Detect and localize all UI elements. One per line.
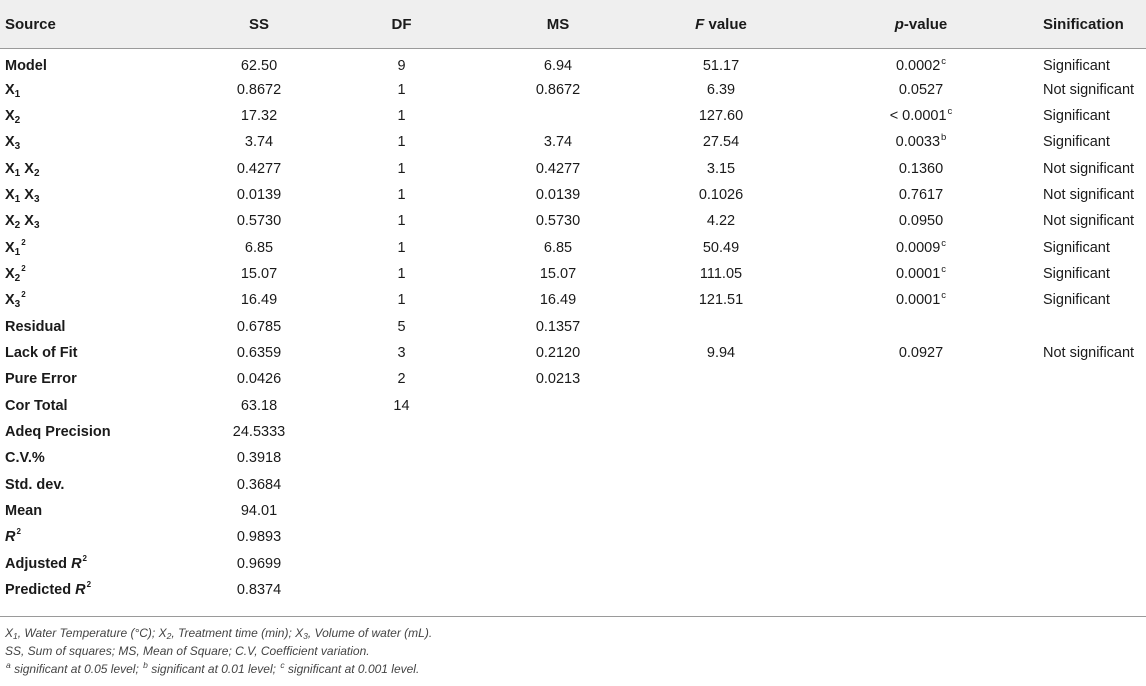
cell-df: 2 [397,371,406,388]
cell-f-value: 0.1026 [698,186,744,203]
p-value-text: < 0.0001 [889,107,947,124]
cell-ss: 6.85 [244,239,274,256]
cell-signification: Not significant [1043,160,1135,177]
cell-source [0,103,192,129]
table-row [0,577,1146,603]
footnote-a-text: significant at 0.05 level; [10,662,143,676]
cell-f-value [639,313,803,339]
header-ms: MS [546,15,570,33]
cell-ss: 0.0426 [236,371,282,388]
table-row [0,340,1146,366]
cell-p-value [803,155,1039,181]
cell-p-value [803,234,1039,260]
source-superscript: 2 [21,290,26,300]
cell-f-value: 111.05 [699,265,743,282]
table-row [0,313,1146,339]
cell-df: 5 [397,318,406,335]
cell-p-value [803,551,1039,577]
source-italic: R [71,555,82,572]
cell-f-value [639,524,803,550]
source-superscript: 2 [86,580,92,590]
cell-signification: Significant [1043,57,1110,74]
header-df: DF [391,15,412,33]
table-row [0,208,1146,234]
p-value-superscript: c [941,237,947,249]
cell-ms: 15.07 [539,265,577,282]
cell-f-value [639,577,803,603]
cell-p-value [803,313,1039,339]
cell-ms [477,524,639,550]
cell-ms: 3.74 [543,134,573,151]
cell-source [0,287,192,313]
cell-f-value: 6.39 [706,81,736,98]
cell-ms [477,498,639,524]
table-row [0,392,1146,418]
source-subscript: 1 [14,246,21,258]
source-text: Cor Total [5,397,68,414]
cell-source [0,129,192,155]
cell-signification: Not significant [1043,344,1135,361]
cell-df: 1 [397,134,406,151]
footnote-b-text: significant at 0.01 level; [147,662,280,676]
cell-f-value [639,472,803,498]
cell-p-value [803,392,1039,418]
footnote-x3-text: , Volume of water (mL). [307,626,433,640]
cell-ms [477,419,639,445]
cell-source [0,551,192,577]
table-row [0,419,1146,445]
cell-ss: 63.18 [240,397,278,414]
source-text: Pure Error [5,371,77,388]
cell-df: 1 [397,160,406,177]
cell-signification: Significant [1043,239,1110,256]
cell-ms: 16.49 [539,292,577,309]
footnote-abbreviations: SS, Sum of squares; MS, Mean of Square; C.V, Coefficient variation. [5,644,370,658]
source-text: X [5,160,15,177]
source-superscript: 2 [16,527,21,537]
cell-p-value [803,182,1039,208]
footnote-variables [5,624,1135,642]
footnote-x1-sub: 1 [13,631,18,641]
cell-p-value [803,287,1039,313]
table-bottom-rule [0,616,1146,617]
p-value-superscript: c [941,263,947,275]
cell-signification: Significant [1043,134,1110,151]
source-text: X [5,186,15,203]
header-ss: SS [248,15,269,33]
source-subscript-2: 3 [33,193,40,205]
p-value-text: 0.0950 [898,213,944,230]
p-value-text: 0.1360 [898,160,944,177]
cell-source [0,50,192,76]
footnote-mark-b: b [143,660,148,670]
cell-source [0,261,192,287]
p-value-superscript: c [947,105,953,117]
source-text: X [5,292,15,309]
cell-signification [1039,419,1146,445]
cell-ms: 0.4277 [535,160,581,177]
cell-source [0,392,192,418]
cell-ms: 0.8672 [535,81,581,98]
source-text: X [5,134,15,151]
source-subscript: 2 [14,272,21,284]
footnote-x1: X [5,626,14,640]
cell-signification [1039,472,1146,498]
cell-f-value: 51.17 [702,57,740,74]
cell-signification: Not significant [1043,186,1135,203]
source-text: Predicted [5,582,76,599]
header-p-italic: p [894,15,904,33]
source-text: Std. dev. [5,476,65,493]
cell-p-value [803,445,1039,471]
cell-df: 1 [397,265,406,282]
cell-df [326,524,477,550]
source-text-2: X [20,186,34,203]
cell-p-value [803,366,1039,392]
cell-f-value [639,445,803,471]
cell-source [0,445,192,471]
source-subscript-2: 2 [33,167,40,179]
source-text: X [5,239,15,256]
source-subscript: 1 [14,167,21,179]
p-value-text: 0.0927 [898,344,944,361]
table-row [0,155,1146,181]
cell-source [0,419,192,445]
header-signification: Sinification [1043,15,1124,33]
p-value-superscript: c [941,290,947,302]
cell-f-value: 127.60 [698,107,744,124]
cell-df: 1 [397,292,406,309]
cell-ms: 6.85 [543,239,573,256]
table-header [0,0,1146,50]
table-footnotes [5,624,1135,678]
source-text: Adjusted [5,555,72,572]
cell-signification: Significant [1043,292,1110,309]
source-subscript: 3 [14,141,21,153]
cell-ss: 0.4277 [236,160,282,177]
source-text-2: X [20,160,34,177]
cell-source [0,577,192,603]
cell-p-value [803,498,1039,524]
table-row [0,234,1146,260]
cell-signification [1039,445,1146,471]
header-row [0,0,1146,50]
cell-ms: 0.1357 [535,318,581,335]
source-text: Mean [5,503,43,520]
cell-df [326,419,477,445]
footnote-mark-a: a [6,660,11,670]
cell-f-value [639,551,803,577]
cell-ss: 0.6785 [236,318,282,335]
cell-ms [477,103,639,129]
header-source: Source [5,15,56,33]
source-text: Lack of Fit [5,344,78,361]
cell-p-value [803,50,1039,76]
source-text: X [5,265,15,282]
cell-ss: 0.0139 [236,186,282,203]
p-value-superscript: b [941,132,947,144]
footnote-x2-sub: 2 [166,631,172,641]
cell-p-value [803,524,1039,550]
table-row [0,261,1146,287]
cell-source [0,340,192,366]
p-value-text: 0.0002 [895,57,941,74]
cell-signification [1039,524,1146,550]
footnote-x3: X [295,626,304,640]
cell-signification: Not significant [1043,81,1135,98]
cell-signification [1039,551,1146,577]
footnote-significance [5,660,1135,678]
cell-ms [477,392,639,418]
cell-signification [1039,577,1146,603]
source-superscript: 2 [82,553,87,563]
footnote-mark-c: c [280,660,285,670]
source-text: Residual [5,318,66,335]
header-p-value [803,0,1039,50]
cell-signification [1039,392,1146,418]
cell-ss: 15.07 [240,265,278,282]
cell-ss: 0.3684 [236,476,282,493]
source-subscript: 1 [14,88,21,100]
footnote-x1-text: , Water Temperature (°C); [17,626,159,640]
p-value-text: 0.7617 [898,186,944,203]
source-text: C.V.% [5,450,45,467]
table-row [0,498,1146,524]
cell-source [0,234,192,260]
p-value-text: 0.0527 [898,81,944,98]
source-text: X [5,107,15,124]
cell-df: 1 [397,107,406,124]
cell-f-value: 4.22 [706,213,736,230]
cell-source [0,182,192,208]
cell-f-value [639,498,803,524]
table-row [0,366,1146,392]
footnote-x2-text: , Treatment time (min); [171,626,296,640]
cell-p-value [803,76,1039,102]
cell-p-value [803,472,1039,498]
p-value-text: 0.0001 [895,265,941,282]
cell-source [0,76,192,102]
cell-ms [477,551,639,577]
header-f-value [639,0,803,50]
cell-df: 3 [397,344,406,361]
table-row [0,524,1146,550]
source-text: X [5,81,15,98]
footnote-x3-sub: 3 [303,631,308,641]
cell-signification [1039,313,1146,339]
cell-signification [1039,498,1146,524]
table-row [0,129,1146,155]
cell-ss: 3.74 [244,134,274,151]
cell-source [0,155,192,181]
cell-signification: Not significant [1043,213,1135,230]
cell-ss: 17.32 [240,107,278,124]
p-value-text: 0.0009 [895,239,941,256]
source-subscript: 1 [14,193,21,205]
table-row [0,182,1146,208]
footnote-x2: X [158,626,167,640]
cell-p-value [803,103,1039,129]
cell-f-value: 121.51 [698,292,744,309]
cell-signification [1039,366,1146,392]
cell-df [326,577,477,603]
p-value-text: 0.0033 [895,134,941,151]
header-f-rest: value [704,15,747,33]
source-subscript: 2 [14,114,21,126]
source-text: Model [5,57,47,74]
cell-ms: 6.94 [543,57,573,74]
cell-f-value [639,366,803,392]
source-subscript-2: 3 [33,220,40,232]
source-text: Adeq Precision [5,423,111,440]
cell-df [326,472,477,498]
cell-source [0,524,192,550]
cell-source [0,366,192,392]
cell-ss: 0.9699 [236,555,282,572]
cell-df: 14 [393,397,410,414]
cell-ms [477,445,639,471]
table-row [0,472,1146,498]
cell-ss: 0.5730 [236,213,282,230]
source-italic: R [75,582,86,599]
cell-df [326,445,477,471]
table-row [0,50,1146,76]
cell-df: 1 [397,213,406,230]
cell-ss: 62.50 [240,57,278,74]
cell-df [326,498,477,524]
cell-ms: 0.0139 [535,186,581,203]
cell-ms: 0.0213 [535,371,581,388]
footnote-c-text: significant at 0.001 level. [284,662,420,676]
cell-df: 1 [397,239,406,256]
source-superscript: 2 [21,263,26,273]
p-value-text: 0.0001 [895,292,941,309]
cell-ss: 24.5333 [232,423,286,440]
cell-ss: 94.01 [240,503,278,520]
table-row [0,551,1146,577]
cell-source [0,208,192,234]
source-text-2: X [20,213,34,230]
cell-p-value [803,577,1039,603]
table-row [0,103,1146,129]
header-f-italic: F [695,15,705,33]
cell-p-value [803,261,1039,287]
cell-f-value [639,392,803,418]
cell-source [0,472,192,498]
cell-ms [477,577,639,603]
cell-f-value: 3.15 [706,160,736,177]
cell-source [0,313,192,339]
cell-f-value [639,419,803,445]
table-row [0,445,1146,471]
cell-ss: 0.3918 [236,450,282,467]
cell-p-value [803,129,1039,155]
cell-signification: Significant [1043,107,1110,124]
cell-df [326,551,477,577]
cell-ss: 16.49 [240,292,278,309]
cell-source [0,498,192,524]
table-row [0,287,1146,313]
source-superscript: 2 [21,237,26,247]
table-body [0,50,1146,603]
cell-ss: 0.8672 [236,81,282,98]
cell-f-value: 50.49 [702,239,740,256]
cell-p-value [803,208,1039,234]
cell-ss: 0.9893 [236,529,282,546]
cell-ss: 0.6359 [236,344,282,361]
cell-df: 1 [397,81,406,98]
p-value-superscript: c [941,55,947,67]
table-row [0,76,1146,102]
cell-df: 1 [397,186,406,203]
source-subscript: 2 [14,220,21,232]
source-subscript: 3 [14,299,21,311]
source-italic: R [5,529,16,546]
cell-ss: 0.8374 [236,582,282,599]
header-p-rest: -value [903,15,948,33]
cell-p-value [803,419,1039,445]
cell-df: 9 [397,57,406,74]
cell-f-value: 27.54 [702,134,740,151]
cell-p-value [803,340,1039,366]
cell-ms [477,472,639,498]
cell-ms: 0.2120 [535,344,581,361]
cell-ms: 0.5730 [535,213,581,230]
source-text: X [5,213,15,230]
cell-signification: Significant [1043,265,1110,282]
cell-f-value: 9.94 [706,344,736,361]
